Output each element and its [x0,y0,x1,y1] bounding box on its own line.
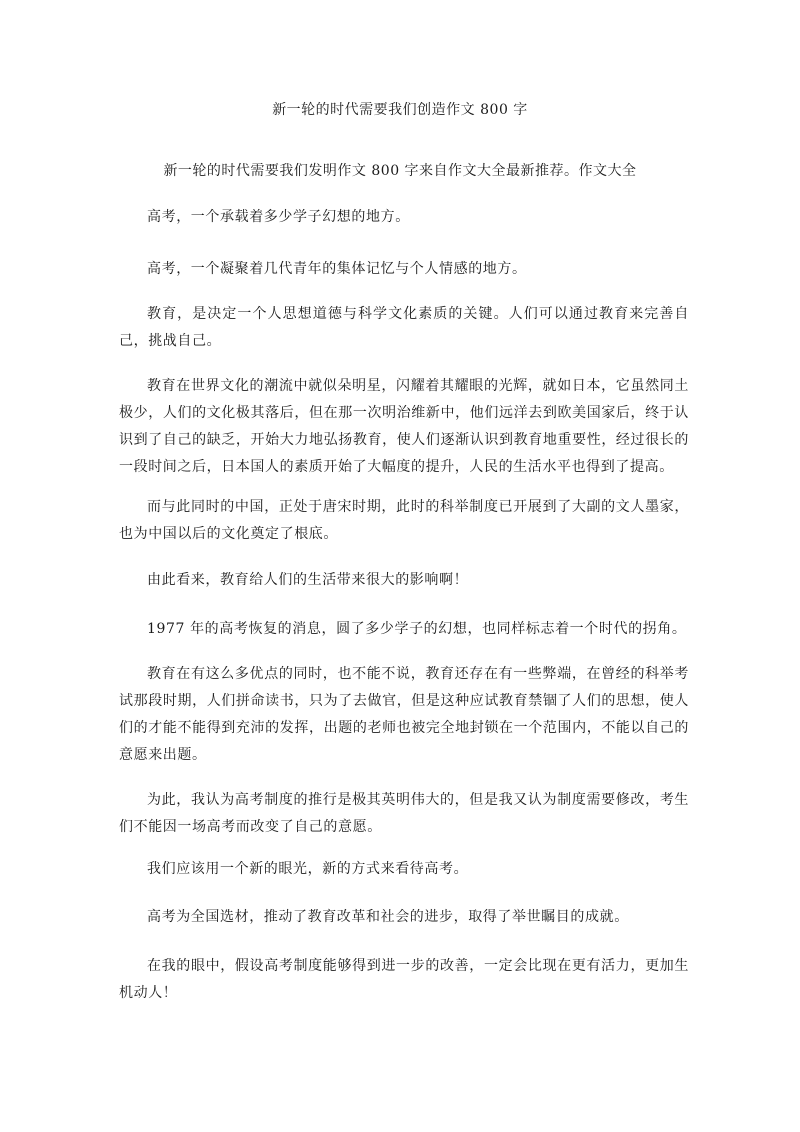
paragraph: 高考，一个承载着多少学子幻想的地方。 [147,209,410,225]
document-title: 新一轮的时代需要我们创造作文 800 字 [272,102,528,118]
paragraph: 教育在有这么多优点的同时，也不能不说，教育还存在有一些弊端，在曾经的科举考试那段时期，人们拼命读书，只为了去做官，但是这种应试教育禁锢了人们的思想，使人们的才能不能得到充沛的发挥，出题的老师也被完全地封锁在一个范围内，不能以自己的意愿来出题。 [119,666,689,763]
paragraph: 在我的眼中，假设高考制度能够得到进一步的改善，一定会比现在更有活力，更加生机动人！ [119,958,689,1001]
paragraph: 我们应该用一个新的眼光，新的方式来看待高考。 [147,861,469,877]
paragraph: 1977 年的高考恢复的消息，圆了多少学子的幻想，也同样标志着一个时代的拐角。 [147,621,687,637]
paragraph: 教育在世界文化的潮流中就似朵明星，闪耀着其耀眼的光辉，就如日本，它虽然同土极少，人们的文化极其落后，但在那一次明治维新中，他们远洋去到欧美国家后，终于认识到了自己的缺乏，开始大力地弘扬教育，使人们逐渐认识到教育地重要性，经过很长的一段时间之后，日本国人的素质开始了大幅度的提升，人民的生活水平也得到了提高。 [119,378,689,475]
paragraph: 而与此同时的中国，正处于唐宋时期，此时的科举制度已开展到了大副的文人墨家，也为中国以后的文化奠定了根底。 [119,499,689,542]
paragraph: 为此，我认为高考制度的推行是极其英明伟大的，但是我又认为制度需要修改，考生们不能因一场高考而改变了自己的意愿。 [119,792,689,835]
paragraph: 高考为全国选材，推动了教育改革和社会的进步，取得了举世瞩目的成就。 [147,909,629,925]
paragraph: 教育，是决定一个人思想道德与科学文化素质的关键。人们可以通过教育来完善自己，挑战自己。 [119,306,689,349]
paragraph: 由此看来，教育给人们的生活带来很大的影响啊！ [147,572,469,588]
document-subtitle: 新一轮的时代需要我们发明作文 800 字来自作文大全最新推荐。作文大全 [163,163,637,179]
paragraph: 高考，一个凝聚着几代青年的集体记忆与个人情感的地方。 [147,261,527,277]
